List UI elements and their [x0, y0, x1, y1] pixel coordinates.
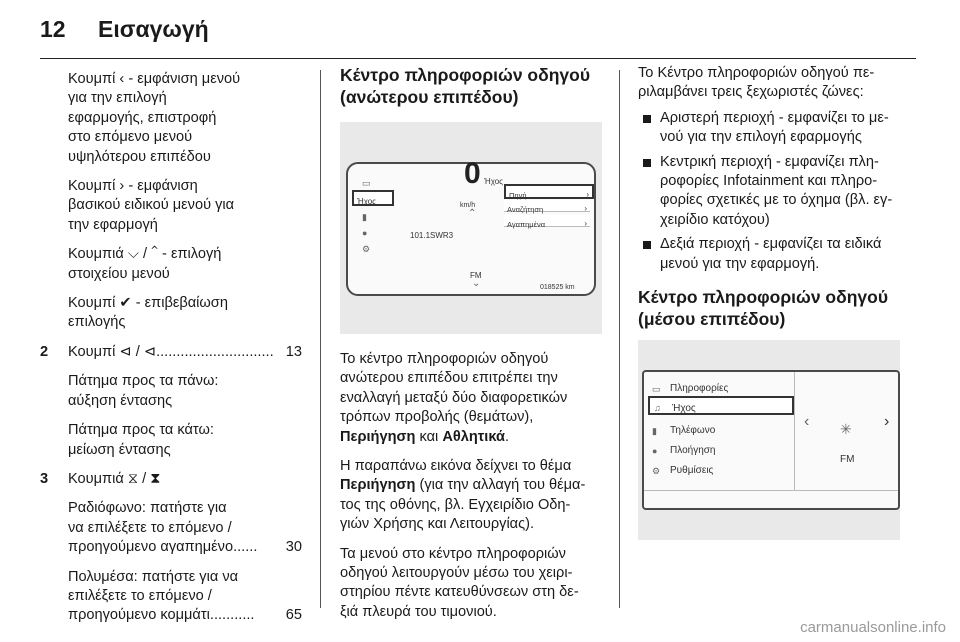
speed-unit: km/h — [460, 202, 476, 209]
band-label: FM — [840, 454, 855, 466]
right-panel-title: Ήχος — [484, 177, 503, 186]
list-item: Αριστερή περιοχή - εμφανίζει το με- νού για την επιλογή εφαρμογής — [638, 109, 913, 148]
chevron-up-icon: ⌃ — [468, 208, 477, 219]
odometer: 018525 km — [540, 284, 575, 291]
paragraph-zones: Το Κέντρο πληροφοριών οδηγού πε- ριλαμβάνει τρεις ξεχωριστές ζώνες: — [638, 65, 875, 101]
item-3 — [40, 470, 302, 489]
item-2 — [40, 343, 302, 362]
list-item: Δεξιά περιοχή - εμφανίζει τα ειδικά μενού για την εφαρμογή. — [638, 235, 913, 274]
zones-list — [638, 109, 913, 274]
chevron-down-icon: ⌄ — [472, 278, 481, 289]
item-number: 3 — [40, 470, 49, 487]
settings-icon: ⚙ — [652, 466, 661, 477]
phone-icon: ▮ — [652, 426, 657, 437]
leader-dots: ........... — [209, 607, 255, 624]
station-name: 101.1SWR3 — [410, 231, 454, 240]
updown-buttons-description: Κουμπιά ⌵ / ⌃ - επιλογή στοιχείου μενού — [68, 246, 222, 282]
chevron-right-icon: › — [884, 413, 890, 431]
display-frame — [346, 157, 596, 296]
volume-up-description: Πάτημα προς τα πάνω: αύξηση έντασης — [68, 373, 219, 409]
nav-icon: ● — [652, 446, 658, 457]
radio-description: Ραδιόφωνο: πατήστε για να επιλέξετε το επόμενο / προηγούμενο αγαπημένο ...... 30 — [68, 499, 302, 557]
page-header — [0, 0, 960, 60]
watermark: carmanualsonline.info — [800, 619, 946, 636]
column-divider — [619, 70, 620, 608]
info-icon: ▭ — [362, 178, 371, 188]
mid-level-display-image — [638, 340, 900, 540]
paragraph-controls: Τα μενού στο κέντρο πληροφοριών οδηγού λειτουργούν μέσω του χειρι- στηρίου πέντε κατευθύνσεων στη δε- ξιά πλευρά του τιμονιού. — [340, 545, 579, 620]
speed-value: 0 — [464, 157, 481, 190]
volume-down-description: Πάτημα προς τα κάτω: μείωση έντασης — [68, 422, 214, 458]
right-item-selected: Πηγή › — [504, 184, 594, 199]
right-item: Αγαπημένα › — [504, 215, 590, 227]
page-ref-30[interactable]: 30 — [285, 539, 302, 556]
upper-level-display-image — [340, 122, 602, 334]
music-icon: ♫ — [654, 403, 661, 414]
chevron-right-icon: › — [584, 204, 587, 213]
item-3-text: Κουμπιά ⧖ / ⧗ — [68, 470, 161, 487]
chevron-right-icon: › — [584, 219, 587, 228]
list-item: Κεντρική περιοχή - εμφανίζει πλη- ροφορίες Infotainment και πληρο- φορίες σχετικές με το όχημα (βλ. εγ- χειρίδιο κατόχου) — [638, 153, 913, 231]
section-heading-upper: Κέντρο πληροφοριών οδηγού (ανώτερου επιπέδου) — [340, 65, 591, 107]
left-menu-selected: Ήχος — [352, 190, 394, 206]
header-rule — [40, 58, 916, 59]
paragraph-image-note: Η παραπάνω εικόνα δείχνει το θέμα Περιήγηση (για την αλλαγή του θέμα- τος της οθόνης, βλ. Εγχειρίδιο Οδη- γιών Χρήσης και Λειτουργίας). — [340, 458, 586, 533]
chevron-right-icon: › — [586, 190, 589, 199]
radio-antenna-icon: ✳ — [840, 421, 852, 438]
media-description: Πολυμέσα: πατήστε για να επιλέξετε το επόμενο / προηγούμενο κομμάτι ........... 65 — [68, 568, 302, 626]
leader-dots: ...... — [233, 539, 258, 556]
display-frame: ▭ Πληροφορίες ♫ Ήχος ▮ Τηλέφωνο ● Πλοήγηση ⚙ Ρυθμίσεις ‹ › ✳ FM — [642, 370, 900, 510]
nav-icon: ● — [362, 228, 368, 238]
confirm-button-description: Κουμπί ✔ - επιβεβαίωση επιλογής — [68, 295, 228, 331]
menu-item-selected: ♫ Ήχος — [648, 396, 794, 415]
chevron-left-icon: ‹ — [804, 413, 810, 431]
section-heading-mid: Κέντρο πληροφοριών οδηγού (μέσου επιπέδου) — [638, 287, 889, 330]
page-ref-13[interactable]: 13 — [285, 343, 302, 360]
page-title: Εισαγωγή — [98, 16, 209, 42]
band-label: FM — [470, 271, 482, 280]
zone-divider — [794, 372, 795, 490]
column-divider — [320, 70, 321, 608]
leader-dots: ............................. — [156, 343, 274, 360]
paragraph-themes: Το κέντρο πληροφοριών οδηγού ανώτερου επιπέδου επιτρέπει την εναλλαγή μεταξύ δύο διαφορετικών τρόπων προβολής (θεμάτων), Περιήγηση και Αθλητικά. — [340, 351, 568, 445]
column-middle — [340, 64, 602, 632]
bottom-divider — [644, 490, 898, 491]
back-button-description: Κουμπί ‹ - εμφάνιση μενού για την επιλογή εφαρμογής, επιστροφή στο επόμενο μενού υψηλότερου επιπέδου — [68, 71, 241, 165]
settings-icon: ⚙ — [362, 244, 371, 254]
forward-button-description: Κουμπί › - εμφάνιση βασικού ειδικού μενού για την εφαρμογή — [68, 178, 235, 233]
column-right — [638, 64, 913, 540]
column-left — [40, 70, 302, 636]
page-number: 12 — [40, 16, 66, 42]
info-icon: ▭ — [652, 384, 661, 395]
item-number: 2 — [40, 343, 49, 360]
phone-icon: ▮ — [362, 212, 367, 222]
item-2-text: Κουμπί ⊲ / ⊲ — [68, 343, 157, 360]
page-ref-65[interactable]: 65 — [285, 607, 302, 624]
right-item: Αναζήτηση › — [504, 200, 590, 212]
